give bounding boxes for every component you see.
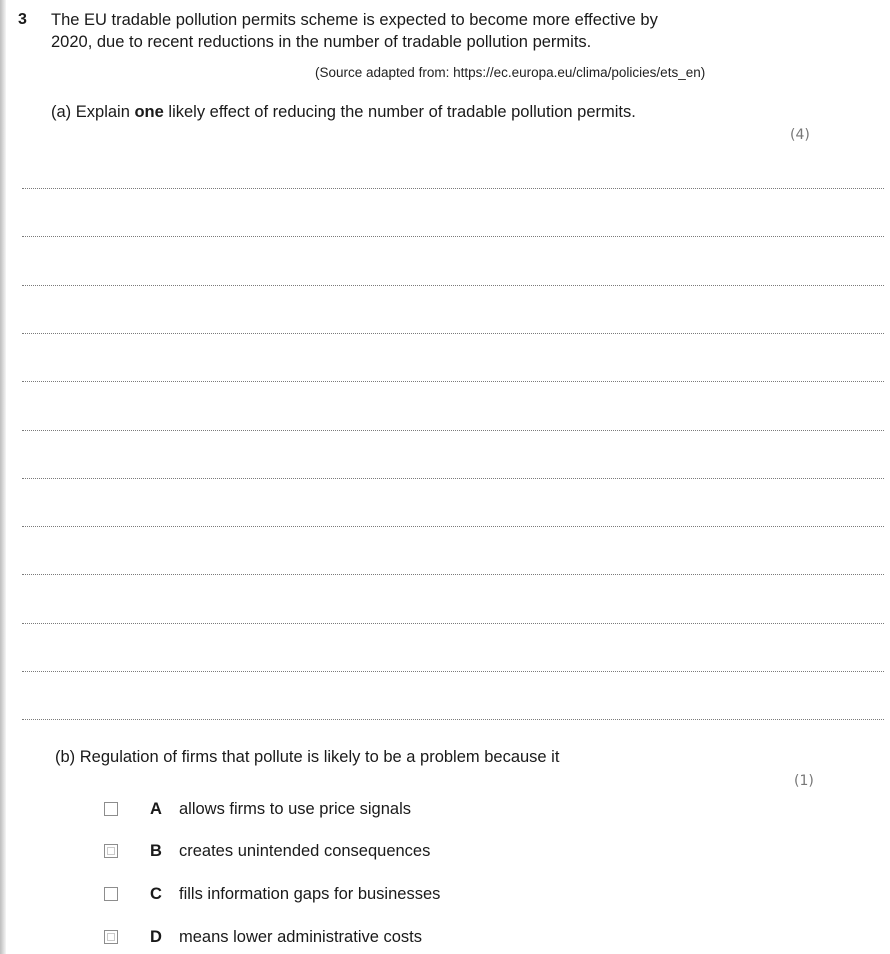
option-c-checkbox[interactable] [104, 887, 118, 901]
part-b-text: Regulation of firms that pollute is likely to be a problem because it [79, 748, 560, 766]
option-a[interactable] [104, 798, 411, 820]
answer-line[interactable] [22, 478, 884, 479]
option-d[interactable] [104, 926, 422, 948]
source-citation: (Source adapted from: https://ec.europa.eu/clima/policies/ets_en) [315, 65, 706, 80]
question-number: 3 [18, 11, 27, 28]
option-a-text: allows firms to use price signals [179, 799, 411, 818]
part-a-prompt [51, 103, 636, 122]
option-b-checkbox[interactable] [104, 844, 118, 858]
question-stem-line-2: 2020, due to recent reductions in the number of tradable pollution permits. [51, 33, 592, 51]
question-stem [51, 9, 851, 53]
answer-line[interactable] [22, 430, 884, 431]
option-c-text: fills information gaps for businesses [179, 884, 441, 903]
part-a-label: (a) [51, 103, 72, 121]
answer-line[interactable] [22, 188, 884, 189]
option-d-text: means lower administrative costs [179, 927, 423, 946]
answer-line[interactable] [22, 333, 884, 334]
part-a-marks: (4) [790, 127, 810, 143]
answer-line[interactable] [22, 574, 884, 575]
option-a-letter: A [150, 799, 162, 818]
option-c-letter: C [150, 884, 162, 903]
option-c[interactable] [104, 883, 440, 905]
part-b-label: (b) [55, 748, 76, 766]
answer-line[interactable] [22, 526, 884, 527]
question-stem-line-1: The EU tradable pollution permits scheme is expected to become more effective by [51, 11, 658, 29]
option-d-letter: D [150, 927, 162, 946]
part-b-prompt [55, 748, 559, 767]
answer-line[interactable] [22, 719, 884, 720]
option-d-checkbox[interactable] [104, 930, 118, 944]
option-a-checkbox[interactable] [104, 802, 118, 816]
option-b[interactable] [104, 840, 430, 862]
part-a-text-before: Explain [75, 103, 135, 121]
answer-line[interactable] [22, 236, 884, 237]
answer-line[interactable] [22, 671, 884, 672]
page-left-edge [0, 0, 6, 954]
answer-line[interactable] [22, 381, 884, 382]
part-b-marks: (1) [794, 773, 814, 789]
answer-line[interactable] [22, 623, 884, 624]
option-b-text: creates unintended consequences [179, 841, 431, 860]
part-a-bold-word: one [134, 103, 164, 121]
option-b-letter: B [150, 841, 162, 860]
part-a-text-after: likely effect of reducing the number of tradable pollution permits. [163, 103, 636, 121]
answer-line[interactable] [22, 285, 884, 286]
